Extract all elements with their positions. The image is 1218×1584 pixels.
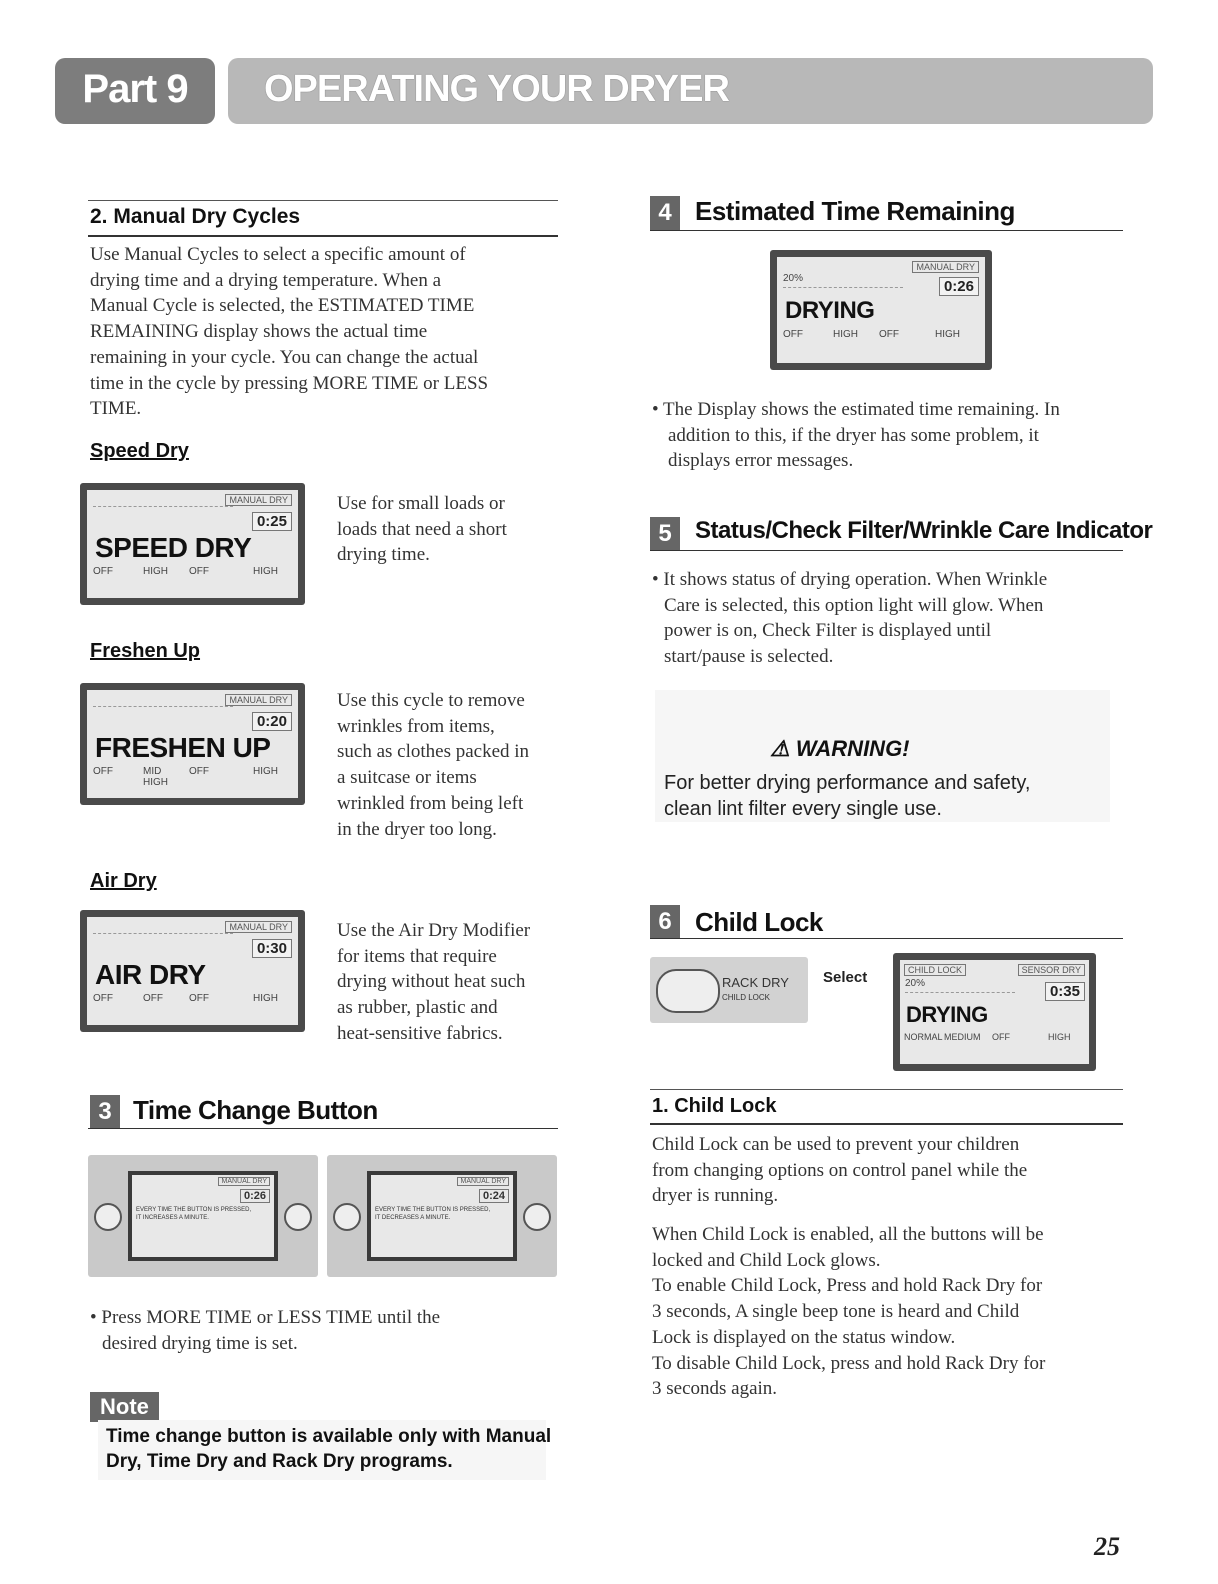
estimated-bullet: • The Display shows the estimated time remaining. In addition to this, if the dryer has some problem, it displays error messages. (652, 399, 1060, 472)
freshen-up-display: MANUAL DRY 0:20 FRESHEN UP OFF MID HIGH OFF HIGH (80, 683, 305, 805)
freshen-up-desc: Use this cycle to remove wrinkles from items, such as clothes packed in a suitcase or items wrinkled from being left in the dryer too long. (337, 690, 530, 840)
section-heading-child-lock: Child Lock (695, 907, 823, 937)
status-bullet: • It shows status of drying operation. When Wrinkle Care is selected, this option light will glow. When power is on, Check Filter is displayed until start/pause is selected. (652, 569, 1048, 668)
divider (650, 550, 1123, 551)
rack-dry-label: RACK DRY (722, 975, 789, 990)
chapter-title: OPERATING YOUR DRYER (264, 68, 729, 110)
divider (88, 200, 558, 201)
time-change-bullet: • Press MORE TIME or LESS TIME until the desired drying time is set. (90, 1307, 441, 1354)
rack-dry-button-panel (650, 957, 808, 1023)
more-time-knob[interactable] (333, 1203, 361, 1231)
less-time-panel: MANUAL DRY 0:24 EVERY TIME THE BUTTON IS PRESSED, IT DECREASES A MINUTE. (327, 1155, 557, 1277)
less-time-knob[interactable] (284, 1203, 312, 1231)
select-label: Select (823, 969, 868, 986)
freshen-up-title: Freshen Up (90, 640, 201, 662)
child-lock-subheading: 1. Child Lock (652, 1095, 777, 1117)
section-number-4: 4 (650, 196, 680, 230)
divider (88, 235, 558, 237)
child-lock-sublabel: CHILD LOCK (722, 993, 771, 1002)
section-heading-status: Status/Check Filter/Wrinkle Care Indicator (695, 517, 1153, 544)
section-heading-time-change: Time Change Button (133, 1095, 378, 1125)
divider (650, 1123, 1123, 1125)
part-badge (55, 58, 215, 124)
section-number-3: 3 (90, 1095, 120, 1129)
less-time-knob[interactable] (523, 1203, 551, 1231)
rack-dry-button[interactable] (656, 969, 720, 1013)
more-time-knob[interactable] (94, 1203, 122, 1231)
warning-text: For better drying performance and safety, clean lint filter every single use. (664, 772, 1031, 820)
speed-dry-title: Speed Dry (90, 440, 189, 462)
page-number: 25 (1094, 1532, 1120, 1561)
child-lock-para1: Child Lock can be used to prevent your children from changing options on control panel while the dryer is running. (652, 1134, 1028, 1207)
speed-dry-desc: Use for small loads or loads that need a short drying time. (337, 493, 507, 566)
child-lock-display: CHILD LOCK SENSOR DRY 20% 0:35 DRYING NORMAL MEDIUM OFF HIGH (893, 953, 1096, 1071)
divider (650, 230, 1123, 231)
warning-triangle-icon: ⚠ (770, 736, 790, 761)
divider (88, 1128, 558, 1129)
air-dry-display: MANUAL DRY 0:30 AIR DRY OFF OFF OFF HIGH (80, 910, 305, 1032)
child-lock-para2: When Child Lock is enabled, all the buttons will be locked and Child Lock glows. To enable Child Lock, Press and hold Rack Dry for 3 seconds, A single beep tone is heard and Child Lock is displayed on the status window. To disable Child Lock, press and hold Rack Dry for 3 seconds again. (652, 1224, 1046, 1400)
speed-dry-display: MANUAL DRY 0:25 SPEED DRY OFF HIGH OFF HIGH (80, 483, 305, 605)
section-number-6: 6 (650, 905, 680, 939)
note-text: Time change button is available only with Manual Dry, Time Dry and Rack Dry programs. (106, 1426, 552, 1472)
section-heading-estimated: Estimated Time Remaining (695, 196, 1015, 226)
more-time-panel: MANUAL DRY 0:26 EVERY TIME THE BUTTON IS PRESSED, IT INCREASES A MINUTE. (88, 1155, 318, 1277)
section-number-5: 5 (650, 517, 680, 551)
divider (650, 1089, 1123, 1090)
section-heading-manual: 2. Manual Dry Cycles (90, 205, 301, 228)
warning-heading: ⚠ WARNING! (770, 736, 910, 761)
air-dry-desc: Use the Air Dry Modifier for items that require drying without heat such as rubber, plastic and heat-sensitive fabrics. (337, 920, 531, 1044)
estimated-time-display: MANUAL DRY 20% 0:26 DRYING OFF HIGH OFF HIGH (770, 250, 992, 370)
air-dry-title: Air Dry (90, 870, 157, 892)
divider (650, 938, 1123, 939)
chapter-banner (228, 58, 1153, 124)
part-label: Part 9 (82, 67, 188, 111)
manual-intro: Use Manual Cycles to select a specific amount of drying time and a drying temperature. When a Manual Cycle is selected, the ESTIMATED TIME REMAINING display shows the actual time remaining in your cycle. You can change the actual time in the cycle by pressing MORE TIME or LESS TIME. (90, 244, 489, 420)
note-label: Note (90, 1392, 159, 1422)
